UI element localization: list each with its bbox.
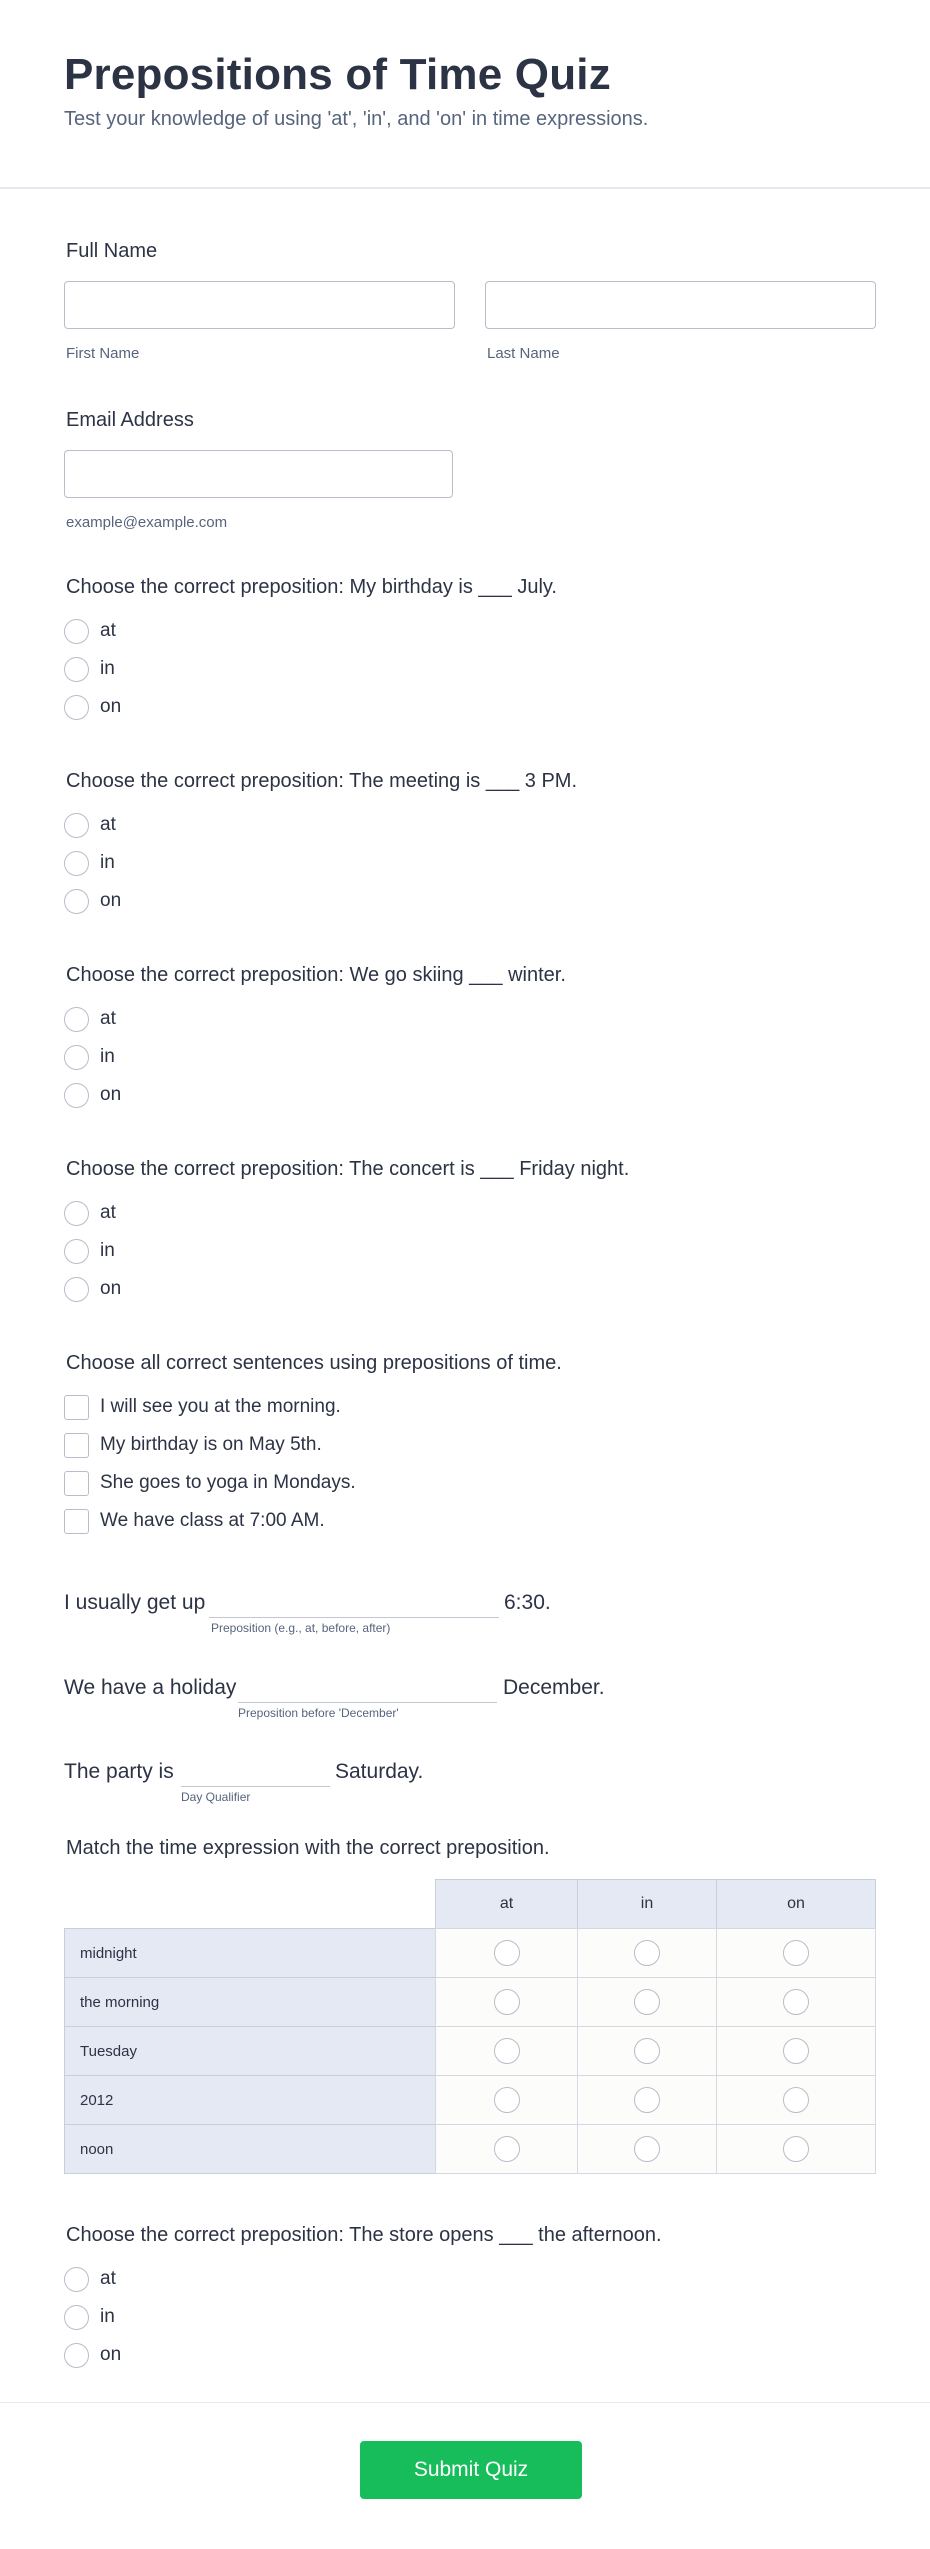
checkbox-option[interactable] <box>64 1470 356 1496</box>
radio-option[interactable] <box>64 1082 121 1108</box>
checkbox-option[interactable] <box>64 1394 341 1420</box>
matrix-cell[interactable] <box>577 2075 717 2125</box>
fill-3-hint: Day Qualifier <box>181 1790 251 1804</box>
matrix-cell[interactable] <box>435 2026 578 2076</box>
radio-option[interactable] <box>64 2304 115 2330</box>
radio-option[interactable] <box>64 1044 115 1070</box>
radio-option-label: on <box>100 1278 122 1299</box>
fill-1-hint: Preposition (e.g., at, before, after) <box>211 1621 391 1635</box>
question-4: Choose the correct preposition: The concert is ___ Friday night. <box>66 1158 630 1180</box>
matrix-cell[interactable] <box>577 2124 717 2174</box>
radio-option[interactable] <box>64 694 121 720</box>
first-name-sublabel: First Name <box>66 345 140 362</box>
matrix-radio[interactable] <box>783 1940 809 1966</box>
fill-2-text-before: We have a holiday <box>64 1676 237 1699</box>
page-subtitle: Test your knowledge of using 'at', 'in', and 'on' in time expressions. <box>64 108 649 130</box>
full-name-label: Full Name <box>66 240 158 262</box>
matrix-cell[interactable] <box>435 2124 578 2174</box>
checkbox[interactable] <box>64 1509 89 1534</box>
radio-option-label: on <box>100 2344 122 2365</box>
matrix-column-header: in <box>577 1879 717 1929</box>
checkbox[interactable] <box>64 1471 89 1496</box>
radio-option-label: at <box>100 1202 116 1223</box>
radio-button[interactable] <box>64 1201 89 1226</box>
radio-option-label: in <box>100 852 115 873</box>
last-name-sublabel: Last Name <box>487 345 560 362</box>
matrix-column-header: on <box>716 1879 876 1929</box>
matrix-cell[interactable] <box>577 1977 717 2027</box>
matrix-cell[interactable] <box>435 1977 578 2027</box>
radio-option-label: on <box>100 696 122 717</box>
matrix-cell[interactable] <box>577 2026 717 2076</box>
radio-option[interactable] <box>64 1276 121 1302</box>
matrix-radio[interactable] <box>494 1940 520 1966</box>
matrix-radio[interactable] <box>634 2136 660 2162</box>
matrix-radio[interactable] <box>634 2038 660 2064</box>
radio-button[interactable] <box>64 619 89 644</box>
matrix-radio[interactable] <box>634 2087 660 2113</box>
matrix-row-label: the morning <box>64 1977 436 2027</box>
radio-option[interactable] <box>64 1200 116 1226</box>
question-1: Choose the correct preposition: My birthday is ___ July. <box>66 576 557 598</box>
radio-option[interactable] <box>64 888 121 914</box>
fill-1-text-before: I usually get up <box>64 1591 206 1614</box>
fill-2-text-after: December. <box>503 1676 605 1699</box>
radio-option-label: in <box>100 1240 115 1261</box>
question-2: Choose the correct preposition: The meeting is ___ 3 PM. <box>66 770 578 792</box>
fill-3-input[interactable] <box>181 1786 330 1787</box>
radio-button[interactable] <box>64 851 89 876</box>
matrix-row-label: 2012 <box>64 2075 436 2125</box>
first-name-input[interactable] <box>64 281 455 329</box>
radio-option[interactable] <box>64 2342 121 2368</box>
radio-button[interactable] <box>64 889 89 914</box>
radio-option-label: in <box>100 1046 115 1067</box>
matrix-row-label: noon <box>64 2124 436 2174</box>
matrix-cell[interactable] <box>435 2075 578 2125</box>
radio-button[interactable] <box>64 1045 89 1070</box>
matrix-column-header: at <box>435 1879 578 1929</box>
matrix-radio[interactable] <box>494 1989 520 2015</box>
checkbox[interactable] <box>64 1395 89 1420</box>
radio-option[interactable] <box>64 850 115 876</box>
matrix-cell[interactable] <box>716 2026 876 2076</box>
matrix-radio[interactable] <box>783 2136 809 2162</box>
radio-option[interactable] <box>64 656 115 682</box>
radio-option-label: at <box>100 620 116 641</box>
fill-2-input[interactable] <box>238 1702 497 1703</box>
matrix-question: Match the time expression with the correct preposition. <box>66 1837 550 1859</box>
matrix-radio[interactable] <box>634 1989 660 2015</box>
radio-button[interactable] <box>64 1007 89 1032</box>
matrix-cell[interactable] <box>577 1928 717 1978</box>
checkbox-option[interactable] <box>64 1508 325 1534</box>
matrix-radio[interactable] <box>494 2038 520 2064</box>
checkbox-option-label: I will see you at the morning. <box>100 1396 341 1417</box>
matrix-cell[interactable] <box>435 1928 578 1978</box>
question-5: Choose all correct sentences using prepositions of time. <box>66 1352 562 1374</box>
form-header <box>0 0 930 189</box>
fill-1-text-after: 6:30. <box>504 1591 551 1614</box>
matrix-cell[interactable] <box>716 1977 876 2027</box>
email-label: Email Address <box>66 409 194 431</box>
radio-button[interactable] <box>64 1083 89 1108</box>
submit-button[interactable]: Submit Quiz <box>360 2441 582 2499</box>
radio-option[interactable] <box>64 2266 116 2292</box>
checkbox-option-label: We have class at 7:00 AM. <box>100 1510 325 1531</box>
checkbox[interactable] <box>64 1433 89 1458</box>
matrix-radio[interactable] <box>783 1989 809 2015</box>
radio-button[interactable] <box>64 2343 89 2368</box>
radio-button[interactable] <box>64 1239 89 1264</box>
fill-2-hint: Preposition before 'December' <box>238 1706 399 1720</box>
radio-option[interactable] <box>64 812 116 838</box>
radio-button[interactable] <box>64 2267 89 2292</box>
email-sublabel: example@example.com <box>66 514 228 531</box>
fill-1-input[interactable] <box>209 1617 499 1618</box>
radio-option[interactable] <box>64 618 116 644</box>
matrix-row-label: Tuesday <box>64 2026 436 2076</box>
page-title: Prepositions of Time Quiz <box>64 50 611 99</box>
radio-option-label: on <box>100 890 122 911</box>
question-6: Choose the correct preposition: The store opens ___ the afternoon. <box>66 2224 662 2246</box>
radio-option-label: at <box>100 1008 116 1029</box>
fill-3-text-after: Saturday. <box>335 1760 424 1783</box>
matrix-row-label: midnight <box>64 1928 436 1978</box>
radio-option-label: at <box>100 2268 116 2289</box>
checkbox-option-label: She goes to yoga in Mondays. <box>100 1472 356 1493</box>
radio-button[interactable] <box>64 1277 89 1302</box>
radio-button[interactable] <box>64 813 89 838</box>
matrix-radio[interactable] <box>494 2136 520 2162</box>
radio-option-label: on <box>100 1084 122 1105</box>
question-3: Choose the correct preposition: We go skiing ___ winter. <box>66 964 566 986</box>
radio-option-label: in <box>100 2306 115 2327</box>
checkbox-option[interactable] <box>64 1432 322 1458</box>
radio-button[interactable] <box>64 2305 89 2330</box>
matrix-radio[interactable] <box>783 2038 809 2064</box>
email-input[interactable] <box>64 450 453 498</box>
fill-3-text-before: The party is <box>64 1760 174 1783</box>
matrix-cell[interactable] <box>716 2124 876 2174</box>
matrix-cell[interactable] <box>716 1928 876 1978</box>
footer-divider <box>0 2402 930 2403</box>
checkbox-option-label: My birthday is on May 5th. <box>100 1434 322 1455</box>
radio-button[interactable] <box>64 695 89 720</box>
radio-option-label: at <box>100 814 116 835</box>
radio-option-label: in <box>100 658 115 679</box>
matrix-radio[interactable] <box>494 2087 520 2113</box>
matrix-radio[interactable] <box>634 1940 660 1966</box>
radio-button[interactable] <box>64 657 89 682</box>
matrix-cell[interactable] <box>716 2075 876 2125</box>
radio-option[interactable] <box>64 1238 115 1264</box>
radio-option[interactable] <box>64 1006 116 1032</box>
matrix-radio[interactable] <box>783 2087 809 2113</box>
last-name-input[interactable] <box>485 281 876 329</box>
